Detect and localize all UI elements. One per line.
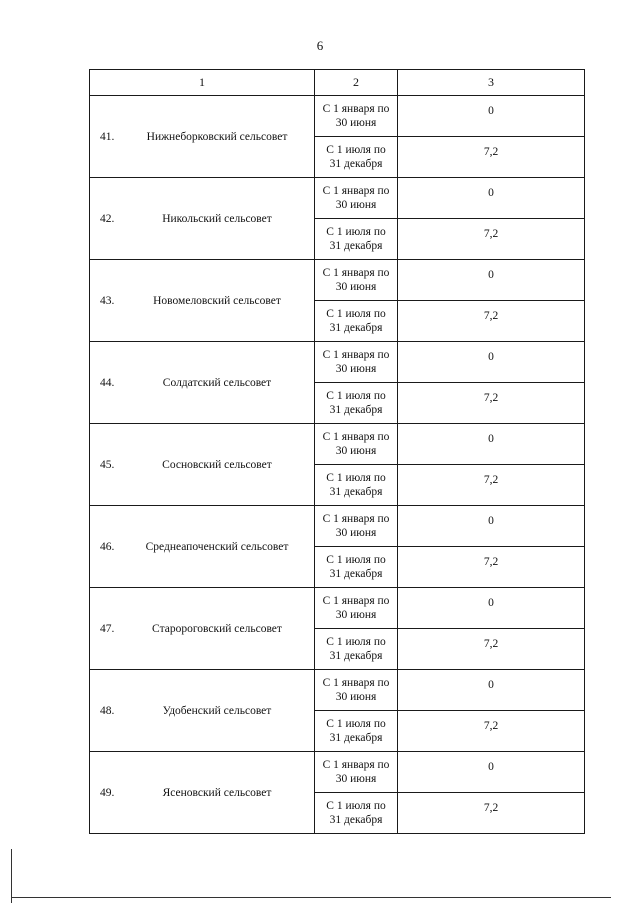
settlement-name: Среднеапоченский сельсовет [145, 540, 289, 553]
period-end-text: 30 июня [335, 117, 377, 129]
period-end-text: 31 декабря [329, 732, 383, 744]
column-header-2: 2 [315, 70, 398, 96]
period-end-text: 30 июня [335, 527, 377, 539]
rate-second-half: 7,2 [398, 711, 585, 752]
period-start-text: С 1 июля по [326, 800, 386, 812]
table-row [90, 96, 585, 137]
period-start-text: С 1 января по [322, 267, 390, 279]
tariff-table [89, 69, 585, 834]
period-start-text: С 1 июля по [326, 554, 386, 566]
period-second-half [315, 301, 398, 342]
rate-first-half: 0 [398, 588, 585, 629]
period-start-text: С 1 января по [322, 431, 390, 443]
period-start-text: С 1 января по [322, 185, 390, 197]
period-end-text: 30 июня [335, 773, 377, 785]
row-number: 41. [100, 130, 115, 143]
table-row [90, 178, 585, 219]
period-start-text: С 1 июля по [326, 390, 386, 402]
period-first-half [315, 588, 398, 629]
period-end-text: 31 декабря [329, 158, 383, 170]
table-row [90, 424, 585, 465]
period-start-text: С 1 июля по [326, 718, 386, 730]
period-first-half [315, 260, 398, 301]
settlement-name: Новомеловский сельсовет [153, 294, 281, 307]
row-number: 43. [100, 294, 115, 307]
row-number: 47. [100, 622, 115, 635]
table-row [90, 670, 585, 711]
period-end-text: 31 декабря [329, 814, 383, 826]
rate-second-half: 7,2 [398, 383, 585, 424]
rate-first-half: 0 [398, 260, 585, 301]
period-second-half [315, 137, 398, 178]
rate-first-half: 0 [398, 342, 585, 383]
rate-second-half: 7,2 [398, 547, 585, 588]
rate-first-half: 0 [398, 506, 585, 547]
period-start-text: С 1 января по [322, 349, 390, 361]
rate-first-half: 0 [398, 752, 585, 793]
settlement-name: Старороговский сельсовет [152, 622, 282, 635]
period-second-half [315, 629, 398, 670]
settlement-cell [90, 670, 315, 752]
period-end-text: 30 июня [335, 281, 377, 293]
period-second-half [315, 547, 398, 588]
table-row [90, 506, 585, 547]
period-first-half [315, 424, 398, 465]
period-end-text: 31 декабря [329, 404, 383, 416]
period-end-text: 30 июня [335, 445, 377, 457]
period-start-text: С 1 января по [322, 595, 390, 607]
period-end-text: 31 декабря [329, 568, 383, 580]
row-number: 48. [100, 704, 115, 717]
period-second-half [315, 711, 398, 752]
page-number: 6 [316, 38, 324, 53]
period-start-text: С 1 января по [322, 677, 390, 689]
period-first-half [315, 752, 398, 793]
settlement-cell [90, 752, 315, 834]
rate-first-half: 0 [398, 670, 585, 711]
table-row [90, 752, 585, 793]
row-number: 46. [100, 540, 115, 553]
settlement-name: Солдатский сельсовет [162, 376, 272, 389]
period-start-text: С 1 июля по [326, 144, 386, 156]
row-number: 49. [100, 786, 115, 799]
period-first-half [315, 342, 398, 383]
period-first-half [315, 96, 398, 137]
settlement-cell [90, 260, 315, 342]
settlement-cell [90, 588, 315, 670]
period-end-text: 31 декабря [329, 240, 383, 252]
row-number: 45. [100, 458, 115, 471]
period-start-text: С 1 июля по [326, 472, 386, 484]
period-end-text: 30 июня [335, 609, 377, 621]
row-number: 44. [100, 376, 115, 389]
rate-second-half: 7,2 [398, 465, 585, 506]
margin-line-horizontal [11, 897, 611, 898]
period-first-half [315, 178, 398, 219]
period-start-text: С 1 июля по [326, 226, 386, 238]
period-second-half [315, 383, 398, 424]
table-row [90, 342, 585, 383]
settlement-name: Ясеновский сельсовет [162, 786, 272, 799]
period-end-text: 30 июня [335, 363, 377, 375]
period-end-text: 30 июня [335, 691, 377, 703]
settlement-name: Сосновский сельсовет [162, 458, 272, 471]
rate-second-half: 7,2 [398, 629, 585, 670]
column-header-3: 3 [398, 70, 585, 96]
margin-line-vertical [11, 849, 12, 903]
rate-first-half: 0 [398, 424, 585, 465]
row-number: 42. [100, 212, 115, 225]
table-header-row [90, 70, 585, 96]
table-body [90, 96, 585, 834]
period-first-half [315, 506, 398, 547]
rate-second-half: 7,2 [398, 137, 585, 178]
rate-second-half: 7,2 [398, 219, 585, 260]
period-end-text: 30 июня [335, 199, 377, 211]
column-header-1: 1 [90, 70, 315, 96]
settlement-cell [90, 424, 315, 506]
settlement-cell [90, 178, 315, 260]
period-start-text: С 1 июля по [326, 308, 386, 320]
rate-second-half: 7,2 [398, 301, 585, 342]
period-second-half [315, 793, 398, 834]
period-end-text: 31 декабря [329, 322, 383, 334]
rate-second-half: 7,2 [398, 793, 585, 834]
rate-first-half: 0 [398, 96, 585, 137]
table-row [90, 260, 585, 301]
period-start-text: С 1 июля по [326, 636, 386, 648]
settlement-cell [90, 96, 315, 178]
period-second-half [315, 219, 398, 260]
rate-first-half: 0 [398, 178, 585, 219]
period-start-text: С 1 января по [322, 513, 390, 525]
settlement-cell [90, 506, 315, 588]
table-row [90, 588, 585, 629]
settlement-name: Удобенский сельсовет [162, 704, 272, 717]
period-end-text: 31 декабря [329, 486, 383, 498]
period-first-half [315, 670, 398, 711]
settlement-cell [90, 342, 315, 424]
period-end-text: 31 декабря [329, 650, 383, 662]
period-start-text: С 1 января по [322, 103, 390, 115]
period-second-half [315, 465, 398, 506]
settlement-name: Никольский сельсовет [162, 212, 272, 225]
settlement-name: Нижнеборковский сельсовет [146, 130, 288, 143]
period-start-text: С 1 января по [322, 759, 390, 771]
